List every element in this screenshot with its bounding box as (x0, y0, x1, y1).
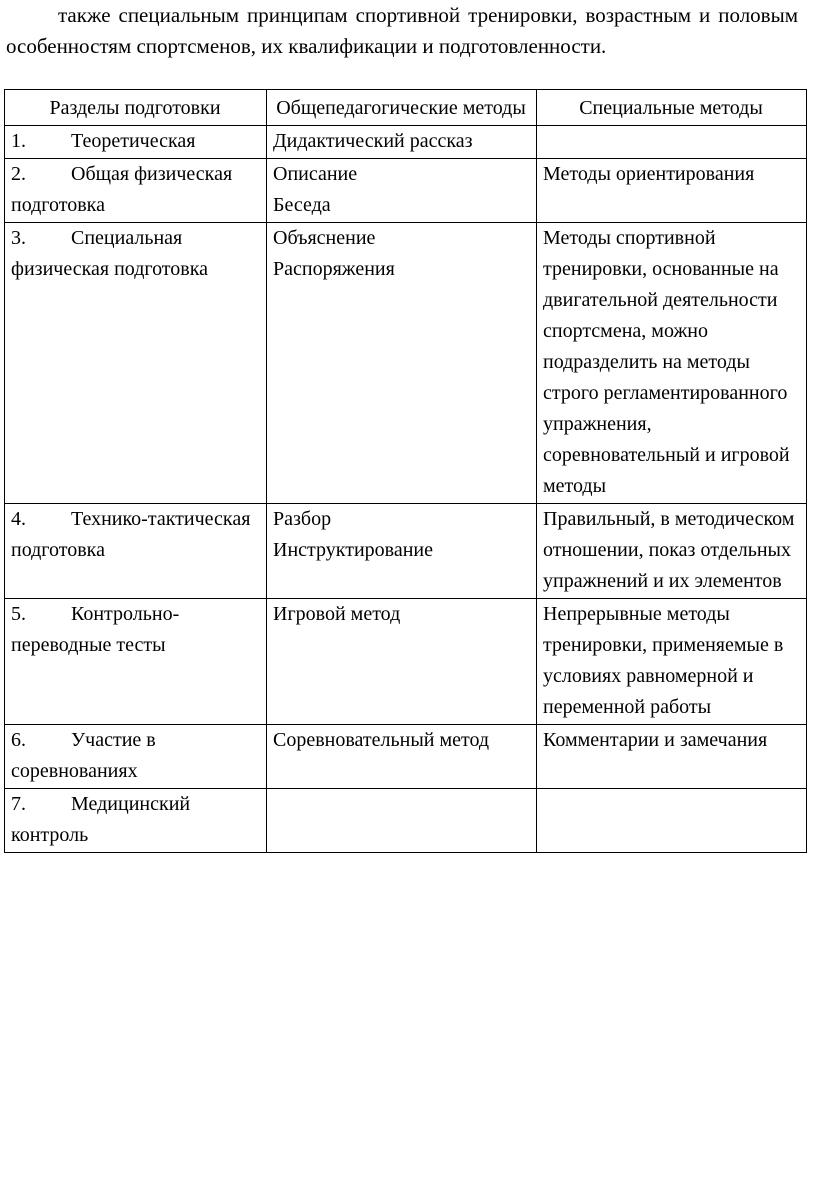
section-name: Общая физическая подготовка (11, 163, 233, 216)
section-cell (5, 223, 267, 504)
general-methods-cell (267, 504, 537, 599)
header-sections: Разделы подготовки (5, 90, 267, 126)
section-cell (5, 159, 267, 223)
general-method: Разбор (273, 508, 332, 530)
intro-paragraph: также специальным принципам спортивной тренировки, возрастным и половым особенностям спортсменов, их квалификации и подготовленности. (6, 3, 798, 58)
header-general-methods: Общепедагогические методы (267, 90, 537, 126)
general-method: Игровой метод (273, 603, 401, 625)
general-method: Описание (273, 163, 358, 185)
row-number: 1. (11, 130, 26, 152)
general-methods-cell (267, 789, 537, 853)
table-row (5, 126, 807, 159)
general-methods-cell (267, 223, 537, 504)
section-name: Технико-тактическая подготовка (11, 508, 251, 561)
row-number: 7. (11, 793, 26, 815)
table-header-row (5, 90, 807, 126)
row-number: 2. (11, 163, 26, 185)
special-methods-cell: Комментарии и замечания (537, 725, 807, 789)
table-row (5, 599, 807, 725)
section-name: Специальная физическая подготовка (11, 227, 209, 280)
general-method: Инструктирование (273, 539, 433, 561)
general-methods-cell (267, 599, 537, 725)
row-number: 6. (11, 729, 26, 751)
general-methods-cell (267, 725, 537, 789)
special-methods-cell: Методы ориентирования (537, 159, 807, 223)
table-row (5, 725, 807, 789)
row-number: 5. (11, 603, 26, 625)
special-methods-cell: Правильный, в методическом отношении, показ отдельных упражнений и их элементов (537, 504, 807, 599)
special-methods-cell (537, 789, 807, 853)
section-cell (5, 504, 267, 599)
general-methods-cell (267, 126, 537, 159)
section-name: Контрольно-переводные тесты (11, 603, 180, 656)
section-name: Медицинский контроль (11, 793, 191, 846)
table-row (5, 159, 807, 223)
methods-table (4, 89, 807, 853)
special-methods-cell: Непрерывные методы тренировки, применяемые в условиях равномерной и переменной работы (537, 599, 807, 725)
special-methods-cell: Методы спортивной тренировки, основанные на двигательной деятельности спортсмена, можно подразделить на методы строго регламентированного упражнения, соревновательный и игровой методы (537, 223, 807, 504)
table-row (5, 789, 807, 853)
special-methods-cell (537, 126, 807, 159)
section-name: Участие в соревнованиях (11, 729, 156, 782)
section-cell (5, 789, 267, 853)
table-row (5, 223, 807, 504)
general-method: Распоряжения (273, 258, 395, 280)
section-name: Теоретическая (71, 130, 196, 152)
general-method: Объяснение (273, 227, 376, 249)
table-row (5, 504, 807, 599)
header-special-methods: Специальные методы (537, 90, 807, 126)
general-method: Дидактический рассказ (273, 130, 473, 152)
row-number: 3. (11, 227, 26, 249)
general-method: Соревновательный метод (273, 729, 490, 751)
general-methods-cell (267, 159, 537, 223)
section-cell (5, 126, 267, 159)
section-cell (5, 599, 267, 725)
row-number: 4. (11, 508, 26, 530)
general-method: Беседа (273, 194, 331, 216)
section-cell (5, 725, 267, 789)
